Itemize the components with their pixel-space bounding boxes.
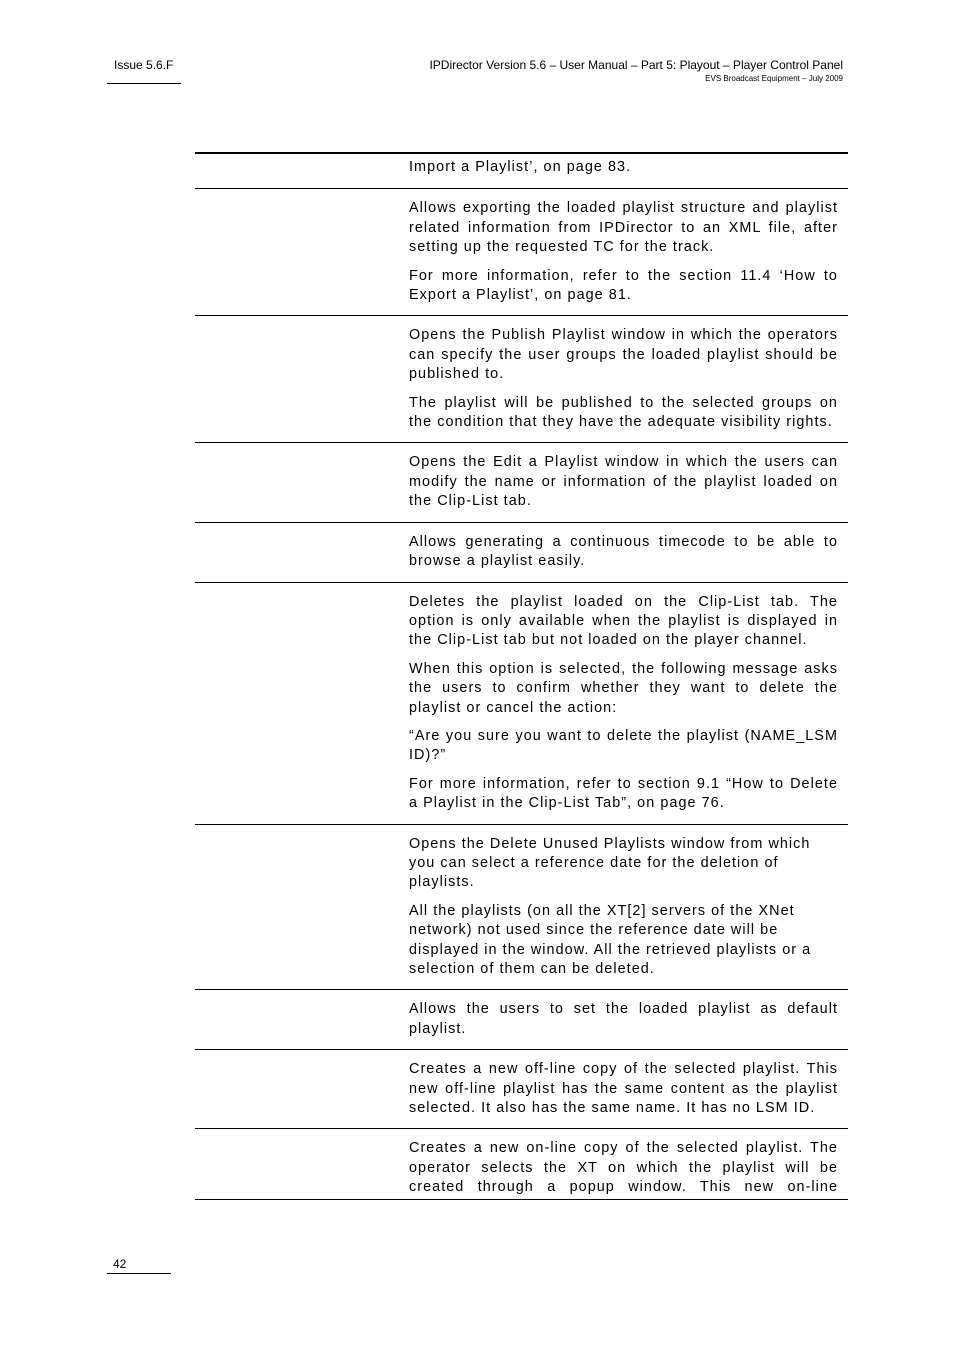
row-paragraph: Import a Playlist’, on page 83. bbox=[409, 159, 632, 175]
row-paragraph: Allows the users to set the loaded playlist as default playlist. bbox=[409, 1001, 838, 1037]
table-row bbox=[195, 154, 848, 189]
row-paragraph: Deletes the playlist loaded on the Clip-List tab. The option is only available when the playlist is displayed in the Clip-List tab but not loaded on the player channel. bbox=[409, 593, 838, 649]
row-paragraph: Allows exporting the loaded playlist structure and playlist related information from IPDirector to an XML file, after setting up the requested TC for the track. bbox=[409, 200, 838, 256]
row-paragraph: The playlist will be published to the selected groups on the condition that they have the adequate visibility rights. bbox=[409, 394, 838, 431]
row-paragraph: For more information, refer to section 9.1 “How to Delete a Playlist in the Clip-List Tab”, on page 76. bbox=[409, 775, 838, 812]
row-paragraph: Creates a new on-line copy of the selected playlist. The operator selects the XT on which the playlist will be created through a popup window. This new on-line bbox=[409, 1140, 838, 1196]
header-issue: Issue 5.6.F bbox=[114, 58, 174, 72]
header-subtitle: EVS Broadcast Equipment – July 2009 bbox=[705, 74, 843, 83]
table-row bbox=[195, 583, 848, 825]
table-row bbox=[195, 316, 848, 443]
row-paragraph: Allows generating a continuous timecode to be able to browse a playlist easily. bbox=[409, 533, 838, 570]
row-paragraph: For more information, refer to the section 11.4 ‘How to Export a Playlist’, on page 81. bbox=[409, 267, 838, 304]
description-table bbox=[195, 152, 848, 1200]
row-paragraph: All the playlists (on all the XT[2] servers of the XNet network) not used since the reference date will be displayed in the window. All the retrieved playlists or a selection of them can be deleted. bbox=[409, 902, 812, 977]
table-row bbox=[195, 443, 848, 522]
row-paragraph: Opens the Publish Playlist window in which the operators can specify the user groups the loaded playlist should be published to. bbox=[409, 327, 838, 383]
row-paragraph: Opens the Delete Unused Playlists window from which you can select a reference date for the deletion of playlists. bbox=[409, 835, 811, 891]
table-row bbox=[195, 825, 848, 991]
table-row bbox=[195, 523, 848, 583]
row-paragraph: Opens the Edit a Playlist window in which the users can modify the name or information of the playlist loaded on the Clip-List tab. bbox=[409, 454, 838, 510]
row-paragraph: “Are you sure you want to delete the playlist (NAME_LSM ID)?” bbox=[409, 727, 838, 764]
header-right bbox=[429, 58, 843, 84]
table-row bbox=[195, 1129, 848, 1199]
row-paragraph: Creates a new off-line copy of the selected playlist. This new off-line playlist has the same content as the playlist selected. It also has the same name. It has no LSM ID. bbox=[409, 1061, 838, 1117]
page-number: 42 bbox=[113, 1257, 127, 1271]
table-row bbox=[195, 1050, 848, 1129]
table-row bbox=[195, 990, 848, 1050]
header-left-rule bbox=[107, 83, 181, 84]
row-paragraph: When this option is selected, the following message asks the users to confirm whether they want to delete the playlist or cancel the action: bbox=[409, 660, 838, 716]
header-title: IPDirector Version 5.6 – User Manual – Part 5: Playout – Player Control Panel bbox=[429, 58, 843, 72]
footer-rule bbox=[107, 1273, 171, 1274]
table-row bbox=[195, 189, 848, 316]
